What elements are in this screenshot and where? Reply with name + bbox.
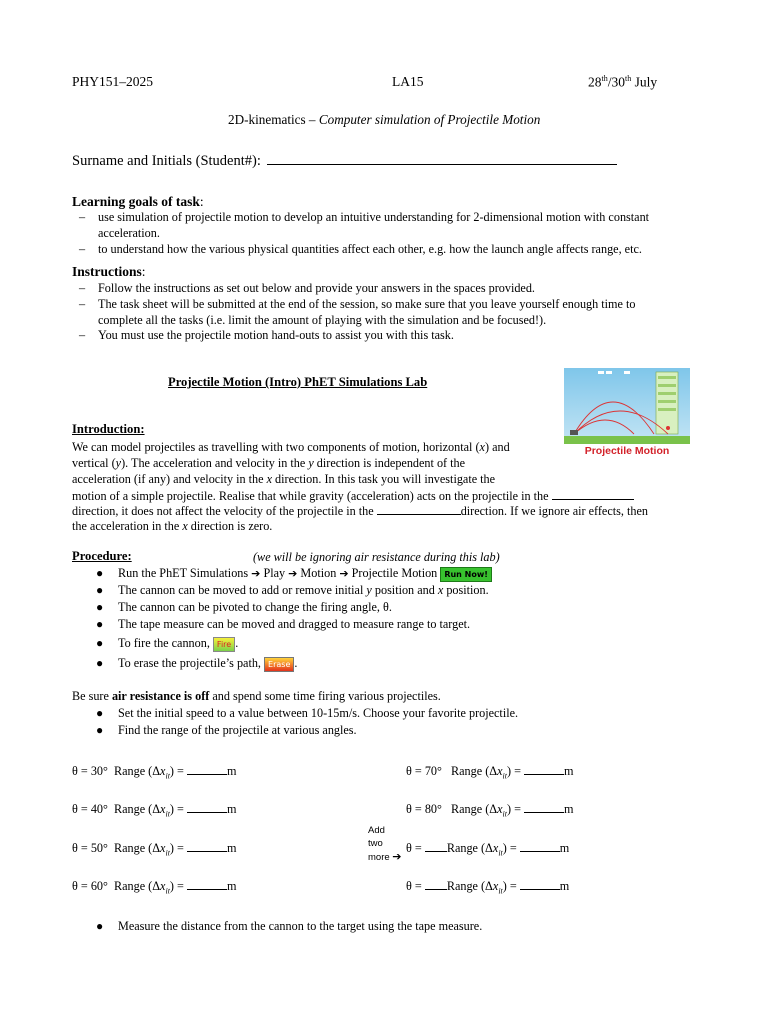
activity-code: LA15 <box>392 74 424 89</box>
intro-line-3: acceleration (if any) and velocity in the x direction. In this task you will investigate the <box>72 472 496 486</box>
air-resistance-line: Be sure air resistance is off and spend some time firing various projectiles. <box>72 689 441 703</box>
range-answer-field[interactable] <box>187 801 227 813</box>
range-answer-field[interactable] <box>187 878 227 890</box>
list-item: ● Set the initial speed to a value between 10-15m/s. Choose your favorite projectile. <box>96 706 519 720</box>
list-item: ● The cannon can be pivoted to change the firing angle, θ. <box>96 600 392 614</box>
range-row-left-1: θ = 30° Range $(\Delta x_{it}) = m$ <box>72 764 237 781</box>
list-item: – to understand how the various physical quantities affect each other, e.g. how the launch angle affects range, etc. <box>72 242 682 258</box>
list-item: ● The cannon can be moved to add or remove initial y position and x position. <box>96 583 489 597</box>
student-name-field[interactable] <box>267 153 617 165</box>
range-row-left-4: θ = 60° Range $(\Delta x_{it}) = m$ <box>72 879 237 896</box>
goals-heading: Learning goals of task: <box>72 194 204 209</box>
intro-line-2: vertical (y). The acceleration and velocity in the y direction is independent of the <box>72 456 466 470</box>
erase-button[interactable]: Erase <box>264 657 294 672</box>
student-name-row <box>72 153 617 170</box>
list-item: – Follow the instructions as set out below and provide your answers in the spaces provided. <box>72 281 682 297</box>
speed-list <box>94 705 518 739</box>
list-item: ● The tape measure can be moved and dragged to measure range to target. <box>96 617 471 631</box>
list-item: – The task sheet will be submitted at the end of the session, so make sure that you leave yourself enough time to complete all the tasks (i.e. limit the amount of playing with the simulation and be focused!). <box>72 297 682 329</box>
range-answer-field[interactable] <box>524 763 564 775</box>
list-item: ● To fire the cannon, Fire . <box>96 636 239 650</box>
instructions-list <box>72 281 682 344</box>
range-answer-field[interactable] <box>187 840 227 852</box>
simulation-thumbnail <box>564 368 690 456</box>
instructions-heading: Instructions: <box>72 264 146 279</box>
add-two-more-note: Add two more ➔ <box>368 825 402 863</box>
arrow-icon: ➔ <box>392 850 402 863</box>
range-row-right-2: θ = 80° Range $(\Delta x_{it}) = m$ <box>406 802 574 819</box>
list-item: – You must use the projectile motion hand-outs to assist you with this task. <box>72 328 682 344</box>
projectile-sim-image <box>564 368 690 456</box>
lab-title: Projectile Motion (Intro) PhET Simulations Lab <box>168 375 428 389</box>
range-answer-field[interactable] <box>187 763 227 775</box>
procedure-note: (we will be ignoring air resistance during this lab) <box>253 550 500 564</box>
gravity-direction-blank[interactable] <box>552 488 634 500</box>
range-row-right-1: θ = 70° Range $(\Delta x_{it}) = m$ <box>406 764 574 781</box>
introduction-heading: Introduction: <box>72 422 145 436</box>
sheet-title: 2D-kinematics – Computer simulation of Projectile Motion <box>228 112 541 127</box>
angle-answer-field[interactable] <box>425 878 447 890</box>
final-list <box>94 918 482 935</box>
list-item: ● Find the range of the projectile at various angles. <box>96 723 357 737</box>
run-now-button[interactable]: Run Now! <box>440 567 492 582</box>
goals-list <box>72 210 682 257</box>
range-row-right-3: θ = Range $(\Delta x_{it}) = m$ <box>406 841 570 858</box>
range-row-left-2: θ = 40° Range $(\Delta x_{it}) = m$ <box>72 802 237 819</box>
arrow-icon: ➔ <box>288 567 298 580</box>
arrow-icon: ➔ <box>339 567 349 580</box>
velocity-direction-blank[interactable] <box>377 503 461 515</box>
session-date: 28th/30th July <box>588 74 658 90</box>
procedure-heading: Procedure: <box>72 549 132 563</box>
course-code: PHY151–2025 <box>72 74 154 89</box>
fire-button[interactable]: Fire <box>213 637 235 652</box>
range-answer-field[interactable] <box>524 801 564 813</box>
list-item: ● Measure the distance from the cannon to the target using the tape measure. <box>96 919 483 933</box>
range-row-right-4: θ = Range $(\Delta x_{it}) = m$ <box>406 879 570 896</box>
intro-line-4: motion of a simple projectile. Realise that while gravity (acceleration) acts on the projectile in the <box>72 488 634 504</box>
list-item: – use simulation of projectile motion to develop an intuitive understanding for 2-dimensional motion with constant acceleration. <box>72 210 682 242</box>
list-item: ● To erase the projectile’s path, Erase . <box>96 656 298 670</box>
intro-line-5: direction, it does not affect the velocity of the projectile in the direction. If we ignore air effects, then <box>72 504 648 518</box>
procedure-list <box>94 565 492 673</box>
range-row-left-3: θ = 50° Range $(\Delta x_{it}) = m$ <box>72 841 237 858</box>
range-answer-field[interactable] <box>520 878 560 890</box>
student-name-label: Surname and Initials (Student#): <box>72 153 261 169</box>
arrow-icon: ➔ <box>251 567 261 580</box>
intro-line-1: We can model projectiles as travelling with two components of motion, horizontal (x) and <box>72 440 510 454</box>
angle-answer-field[interactable] <box>425 840 447 852</box>
list-item: ● Run the PhET Simulations ➔ Play ➔ Motion ➔ Projectile Motion Run Now! <box>94 565 492 582</box>
intro-line-6: the acceleration in the x direction is zero. <box>72 519 273 533</box>
range-answer-field[interactable] <box>520 840 560 852</box>
thumbnail-caption: Projectile Motion <box>584 445 670 456</box>
